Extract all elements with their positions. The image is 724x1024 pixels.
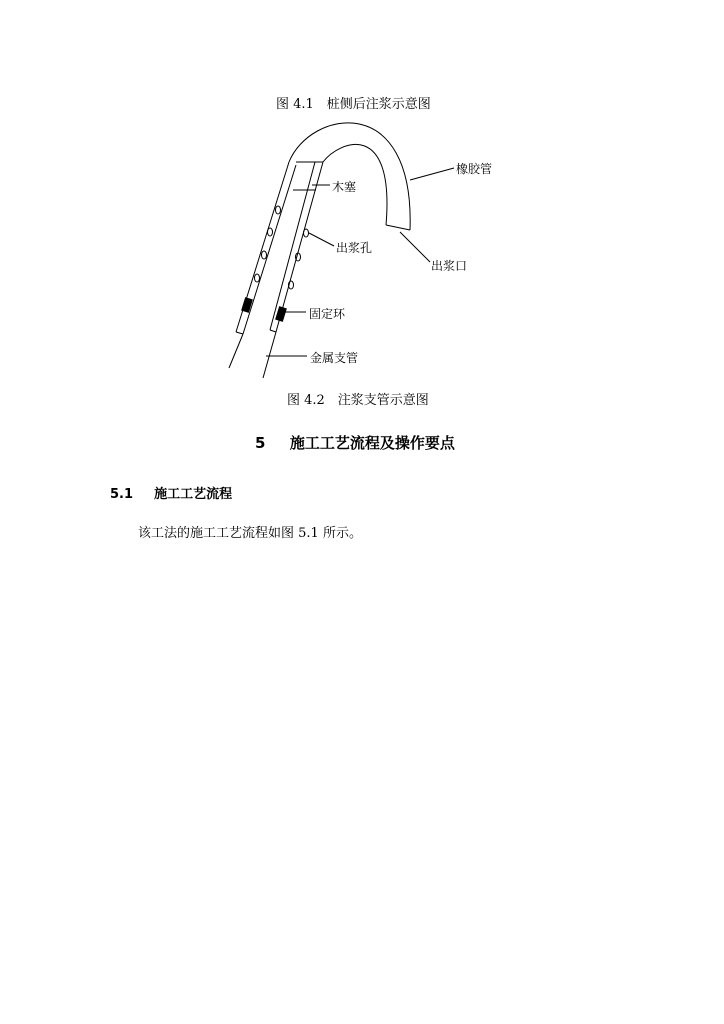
label-rubber-pipe: 橡胶管	[456, 162, 493, 176]
fixing-ring	[241, 297, 253, 313]
grout-outlet-end	[386, 225, 410, 230]
leader-rubber-pipe	[410, 168, 454, 180]
label-grout-hole: 出浆孔	[336, 241, 373, 255]
label-metal-branch-pipe: 金属支管	[310, 351, 359, 365]
left-pipe-tail	[229, 334, 243, 368]
grout-hole	[276, 206, 281, 214]
label-fixing-ring: 固定环	[309, 307, 346, 321]
right-pipe-tail-cap	[270, 330, 276, 332]
leader-grout-outlet	[400, 232, 430, 262]
subsection-title: 施工工艺流程	[154, 487, 233, 502]
grout-hole	[304, 229, 309, 237]
label-grout-outlet: 出浆口	[431, 259, 468, 273]
fixing-ring	[275, 306, 287, 322]
figure-4-2-caption: 图 4.2 注浆支管示意图	[287, 393, 429, 408]
grout-hole	[262, 251, 267, 259]
subsection-number: 5.1	[110, 487, 134, 502]
body-paragraph: 该工法的施工工艺流程如图 5.1 所示。	[138, 526, 362, 541]
right-pipe-tail	[263, 332, 276, 378]
subsection-heading	[110, 483, 232, 502]
section-heading	[255, 432, 455, 453]
leader-grout-hole	[309, 233, 334, 246]
left-pipe-tail-cap	[236, 332, 243, 334]
section-title: 施工工艺流程及操作要点	[289, 434, 455, 452]
grout-hole	[268, 228, 273, 236]
rubber-pipe-outer	[289, 123, 410, 230]
grout-hole	[255, 274, 260, 282]
figure-4-1-caption: 图 4.1 桩侧后注浆示意图	[276, 97, 431, 112]
section-number: 5	[255, 434, 266, 452]
label-wood-plug: 木塞	[332, 180, 357, 194]
left-pipe-inner	[243, 165, 296, 334]
